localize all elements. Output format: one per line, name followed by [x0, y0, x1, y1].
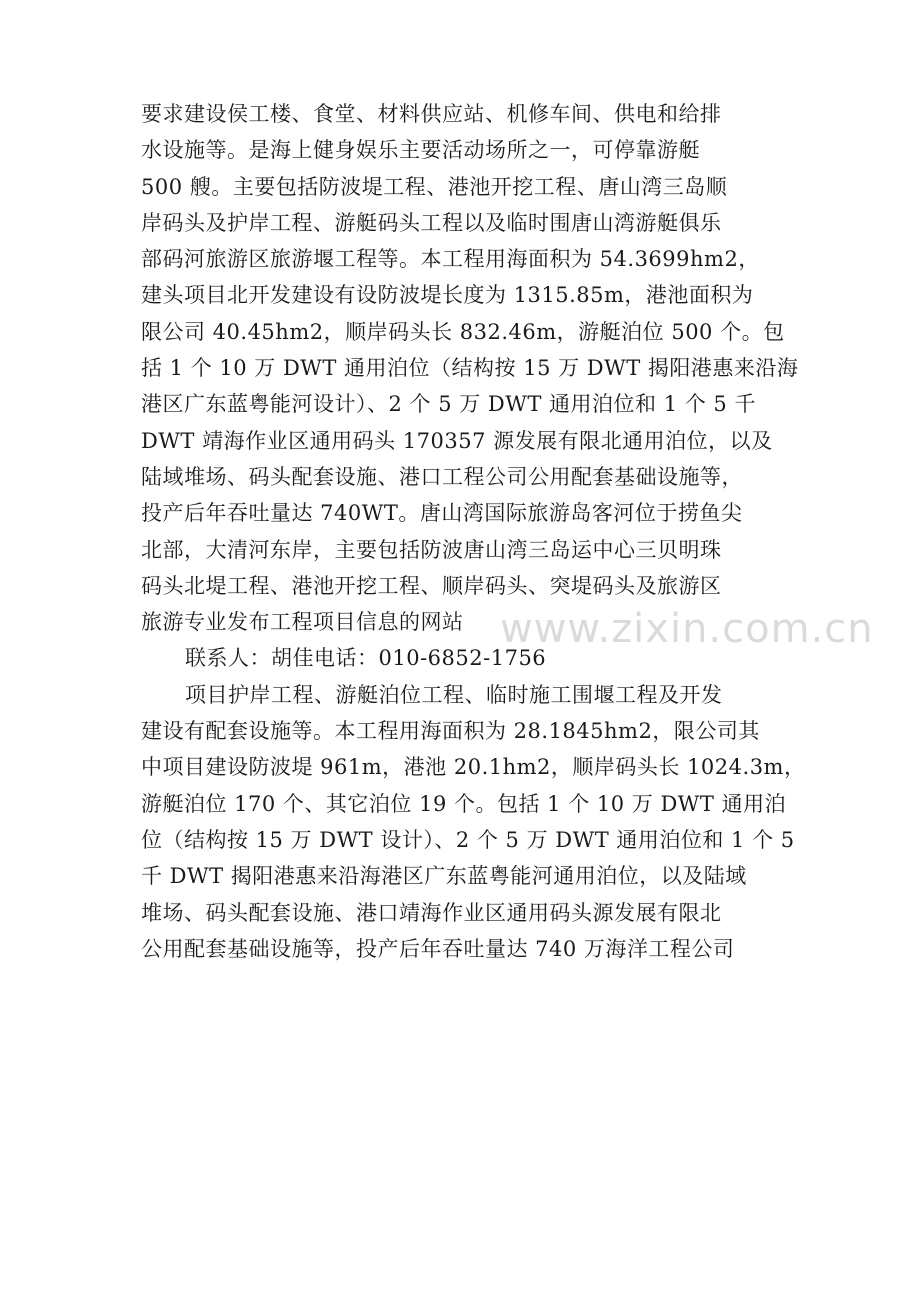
text-line: 括 1 个 10 万 DWT 通用泊位（结构按 15 万 DWT 揭阳港惠来沿海: [141, 356, 799, 381]
text-line: 北部，大清河东岸，主要包括防波唐山湾三岛运中心三贝明珠: [141, 537, 722, 562]
paragraph-2: [141, 677, 806, 967]
text-line: 岸码头及护岸工程、游艇码头工程以及临时围唐山湾游艇俱乐: [141, 210, 722, 235]
text-line: 500 艘。主要包括防波堤工程、港池开挖工程、唐山湾三岛顺: [141, 174, 728, 199]
text-line: 位（结构按 15 万 DWT 设计）、2 个 5 万 DWT 通用泊位和 1 个 5: [141, 827, 795, 852]
text-line: 码头北堤工程、港池开挖工程、顺岸码头、突堤码头及旅游区: [141, 573, 722, 598]
text-line: 千 DWT 揭阳港惠来沿海港区广东蓝粤能河通用泊位，以及陆域: [141, 864, 747, 889]
paragraph-1: [141, 96, 799, 640]
text-line: 水设施等。是海上健身娱乐主要活动场所之一，可停靠游艇: [141, 138, 700, 163]
text-line: 游艇泊位 170 个、其它泊位 19 个。包括 1 个 10 万 DWT 通用泊: [141, 791, 787, 816]
contact-line: 联系人：胡佳电话：010-6852-1756: [185, 646, 547, 671]
text-line: 旅游专业发布工程项目信息的网站: [141, 610, 464, 635]
text-line: 陆域堆场、码头配套设施、港口工程公司公用配套基础设施等，: [141, 464, 743, 489]
text-line: 公用配套基础设施等，投产后年吞吐量达 740 万海洋工程公司: [141, 936, 735, 961]
text-line: 中项目建设防波堤 961m，港池 20.1hm2，顺岸码头长 1024.3m，: [141, 755, 806, 780]
text-line: 部码河旅游区旅游堰工程等。本工程用海面积为 54.3699hm2，: [141, 247, 760, 272]
document-body: [141, 96, 806, 967]
text-line: 要求建设侯工楼、食堂、材料供应站、机修车间、供电和给排: [141, 102, 722, 126]
text-line: DWT 靖海作业区通用码头 170357 源发展有限北通用泊位，以及: [141, 428, 773, 453]
text-line: 限公司 40.45hm2，顺岸码头长 832.46m，游艇泊位 500 个。包: [141, 319, 785, 344]
text-line: 建设有配套设施等。本工程用海面积为 28.1845hm2，限公司其: [141, 719, 760, 744]
watermark: www.zixin.com.cn: [500, 606, 874, 652]
text-line: 项目护岸工程、游艇泊位工程、临时施工围堰工程及开发: [185, 682, 723, 707]
text-line: 港区广东蓝粤能河设计）、2 个 5 万 DWT 通用泊位和 1 个 5 千: [141, 392, 756, 417]
text-line: 建头项目北开发建设有设防波堤长度为 1315.85m，港池面积为: [141, 283, 754, 308]
text-line: 投产后年吞吐量达 740WT。唐山湾国际旅游岛客河位于捞鱼尖: [141, 501, 743, 526]
text-line: 堆场、码头配套设施、港口靖海作业区通用码头源发展有限北: [141, 900, 722, 925]
